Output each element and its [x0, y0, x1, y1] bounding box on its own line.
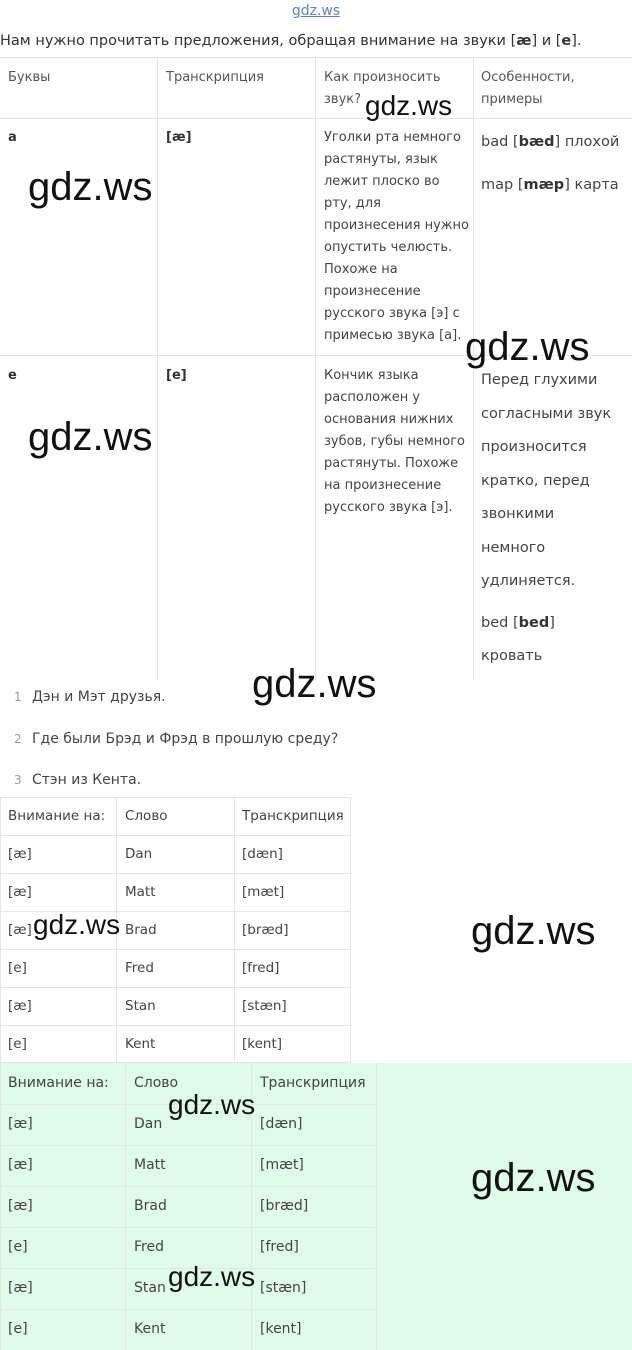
cell-transcription: [fred]: [260, 1239, 299, 1255]
intro-middle: ] и [: [531, 33, 562, 49]
cell-word: Dan: [134, 1116, 163, 1132]
row-a-pronunciation: Уголки рта немного растянуты, язык лежит плоско во рту, для произнесения нужно опустить челюсть. Похоже на произнесение русского звука [э] с примесью звука [а].: [324, 130, 469, 343]
cell-transcription: [dæn]: [260, 1116, 303, 1132]
watermark: gdz.ws: [168, 1089, 256, 1120]
note-line: звонкими: [481, 506, 555, 522]
cell-sound: [æ]: [8, 1116, 33, 1132]
words-header-transcription: Транскрипция: [242, 808, 344, 824]
cell-sound: [æ]: [8, 922, 32, 938]
cell-transcription: [fred]: [242, 960, 280, 976]
note-line: немного: [481, 539, 546, 556]
list-item: 1 Дэн и Мэт друзья.: [14, 689, 166, 705]
example-bed: bed [bed]: [481, 614, 555, 631]
cell-word: Stan: [134, 1280, 166, 1296]
cell-transcription: [stæn]: [242, 998, 287, 1014]
watermark: gdz.ws: [471, 1156, 596, 1200]
intro-after: ].: [571, 33, 582, 49]
note-line: удлиняется.: [481, 573, 576, 589]
cell-word: Kent: [125, 1036, 156, 1052]
header-transcription: Транскрипция: [166, 70, 264, 85]
note-line: произносится: [481, 439, 587, 455]
cell-sound: [e]: [8, 960, 27, 976]
row-e-examples: [481, 364, 631, 674]
watermark: gdz.ws: [471, 909, 596, 953]
row-e-pronunciation: Кончик языка расположен у основания нижних зубов, губы немного растянуты. Похоже на произнесение русского звука [э].: [324, 368, 465, 515]
intro-sound-1: æ: [516, 33, 532, 49]
cell-transcription: [kent]: [260, 1321, 302, 1337]
example-bed-meaning: кровать: [481, 648, 543, 664]
list-item: 2 Где были Брэд и Фрэд в прошлую среду?: [14, 731, 339, 747]
cell-transcription: [kent]: [242, 1036, 283, 1052]
watermark: gdz.ws: [28, 165, 153, 209]
intro-text: [0, 33, 582, 49]
cell-word: Stan: [125, 998, 156, 1014]
watermark: gdz.ws: [33, 909, 121, 940]
cell-transcription: [bræd]: [260, 1198, 309, 1214]
words-header-focus: Внимание на:: [8, 1075, 109, 1091]
cell-sound: [æ]: [8, 884, 32, 900]
cell-transcription: [mæt]: [260, 1157, 304, 1173]
watermark: gdz.ws: [465, 325, 590, 369]
words-header-transcription: Транскрипция: [260, 1075, 366, 1091]
row-e-letter: e: [8, 368, 17, 383]
words-header-word: Слово: [134, 1075, 179, 1091]
cell-sound: [æ]: [8, 846, 32, 862]
cell-word: Kent: [134, 1321, 166, 1337]
header-features: Особенности, примеры: [481, 70, 575, 107]
watermark: gdz.ws: [365, 90, 453, 121]
words-header-word: Слово: [125, 808, 168, 824]
cell-transcription: [bræd]: [242, 922, 289, 938]
intro-sound-2: e: [561, 33, 572, 49]
cell-word: Brad: [125, 922, 157, 938]
header-letters: Буквы: [8, 70, 51, 85]
cell-word: Dan: [125, 846, 153, 862]
cell-sound: [e]: [8, 1036, 27, 1052]
intro-before: Нам нужно прочитать предложения, обращая внимание на звуки [: [0, 33, 517, 49]
cell-sound: [e]: [8, 1239, 28, 1255]
cell-word: Fred: [125, 960, 154, 976]
cell-transcription: [stæn]: [260, 1280, 307, 1296]
row-e-transcription: [e]: [166, 368, 187, 383]
example-map: map [mæp] карта: [481, 176, 619, 193]
cell-word: Matt: [125, 884, 156, 900]
cell-sound: [e]: [8, 1321, 28, 1337]
note-line: кратко, перед: [481, 472, 590, 489]
cell-word: Matt: [134, 1157, 166, 1173]
cell-word: Fred: [134, 1239, 164, 1255]
cell-transcription: [dæn]: [242, 846, 283, 862]
watermark: gdz.ws: [168, 1261, 256, 1292]
note-line: согласными звук: [481, 405, 612, 422]
example-bad: bad [bæd] плохой: [481, 134, 620, 150]
watermark: gdz.ws: [252, 662, 377, 706]
words-header-focus: Внимание на:: [8, 808, 106, 824]
row-a-examples: [481, 126, 631, 202]
note-line: Перед глухими: [481, 372, 598, 388]
site-link[interactable]: gdz.ws: [291, 3, 341, 19]
cell-sound: [æ]: [8, 1157, 33, 1173]
cell-word: Brad: [134, 1198, 167, 1214]
header-pronunciation: Как произносить звук?: [324, 70, 441, 107]
list-item: 3 Стэн из Кента.: [14, 772, 142, 788]
row-a-transcription: [æ]: [166, 130, 192, 145]
watermark: gdz.ws: [28, 415, 153, 459]
cell-transcription: [mæt]: [242, 884, 285, 900]
cell-sound: [æ]: [8, 998, 32, 1014]
cell-sound: [æ]: [8, 1198, 33, 1214]
cell-sound: [æ]: [8, 1280, 33, 1296]
row-a-letter: a: [8, 130, 17, 145]
